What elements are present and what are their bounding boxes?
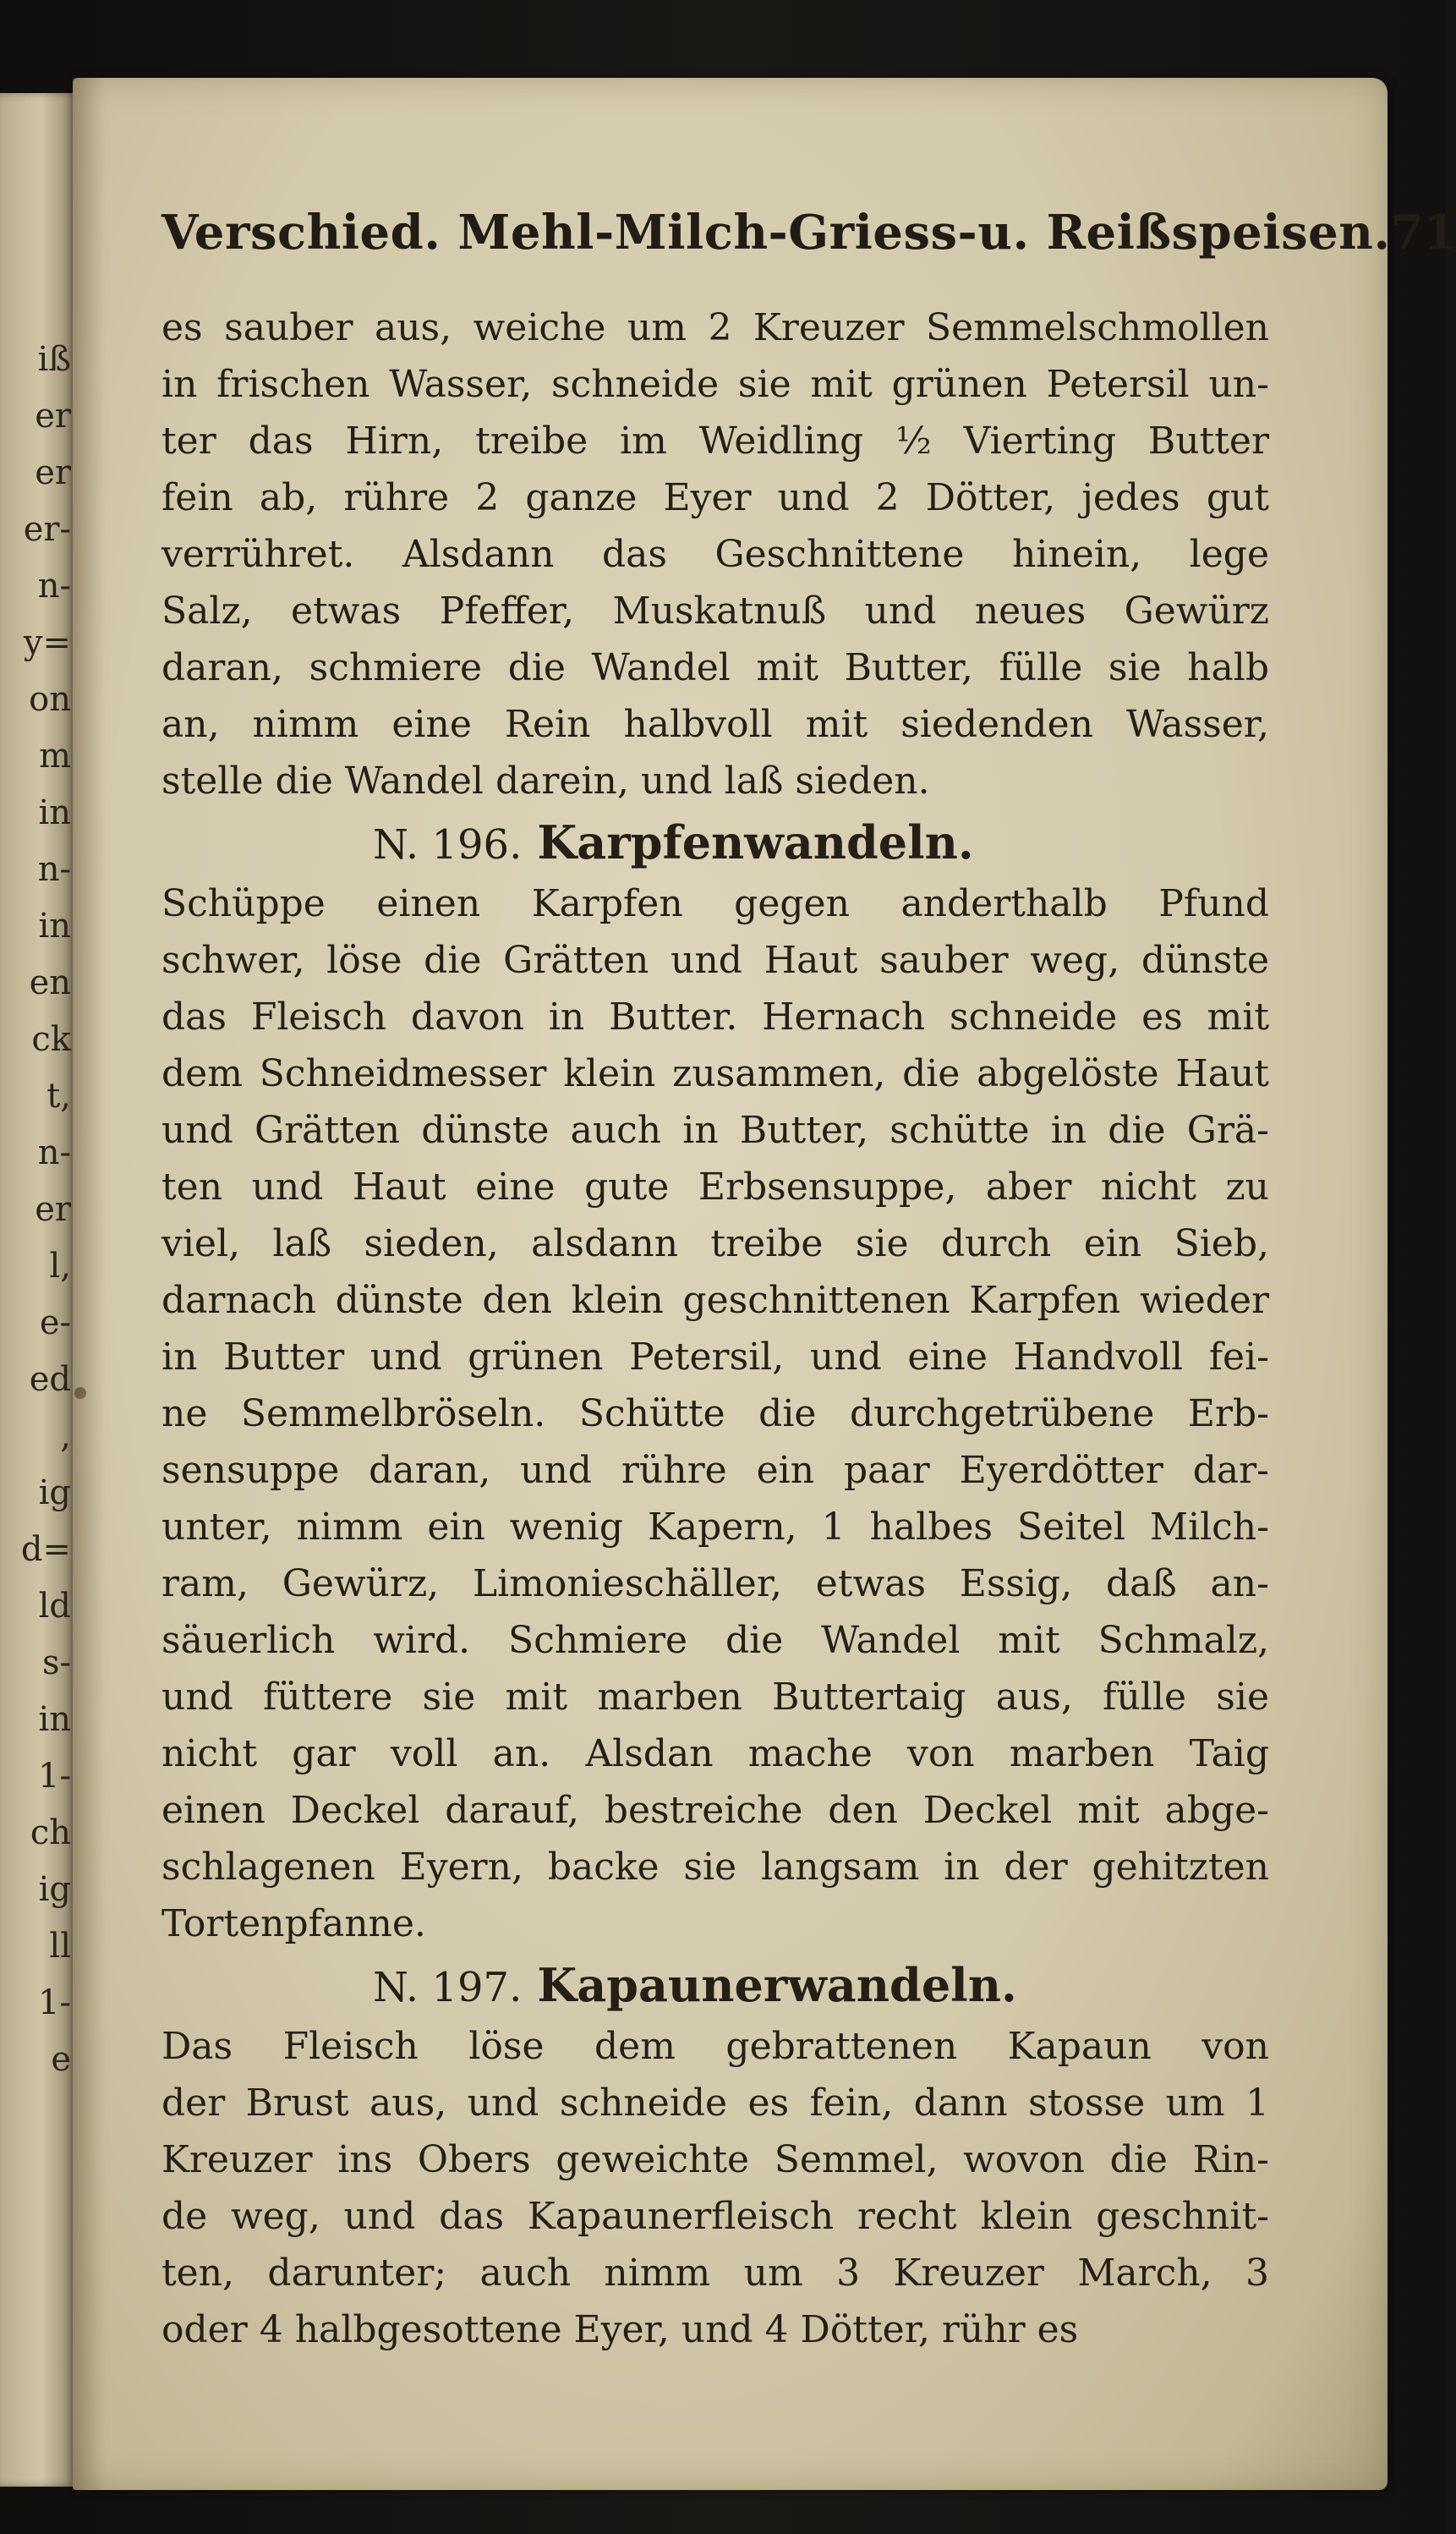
text-line: schwer, löse die Grätten und Haut sauber weg, dünste [161, 939, 1269, 982]
paragraph [161, 299, 1269, 809]
text-line: schlagenen Eyern, backe sie langsam in der gehitzten [161, 1846, 1269, 1889]
previous-page-fragment: in [38, 907, 71, 946]
text-line: Schüppe einen Karpfen gegen anderthalb Pfund [161, 882, 1269, 925]
previous-page-fragment: d= [20, 1530, 71, 1569]
previous-page-fragment: er- [23, 510, 71, 549]
previous-page-fragment: er [35, 453, 71, 492]
previous-page-fragment: in [38, 793, 71, 832]
paragraph [161, 2018, 1269, 2358]
text-line: verrühret. Alsdann das Geschnittene hinein, lege [161, 533, 1269, 576]
previous-page-fragment: s- [41, 1643, 71, 1682]
text-line: fein ab, rühre 2 ganze Eyer und 2 Dötter, jedes gut [161, 476, 1269, 519]
text-line: in Butter und grünen Petersil, und eine Handvoll fei- [161, 1336, 1269, 1379]
previous-page-fragment: n- [37, 850, 71, 889]
text-line: oder 4 halbgesottene Eyer, und 4 Dötter, rühr es [161, 2308, 1079, 2351]
previous-page-fragment: in [38, 1700, 71, 1739]
text-line: viel, laß sieden, alsdann treibe sie durch ein Sieb, [161, 1222, 1269, 1265]
previous-page-fragment: iß [37, 340, 71, 379]
text-line: darnach dünste den klein geschnittenen Karpfen wieder [161, 1279, 1269, 1322]
text-line: ten und Haut eine gute Erbsensuppe, aber nicht zu [161, 1166, 1269, 1209]
text-line: Salz, etwas Pfeffer, Muskatnuß und neues Gewürz [161, 590, 1269, 633]
previous-page-fragment: , [60, 1417, 71, 1456]
previous-page-fragment: 1- [38, 1983, 71, 2022]
text-line: daran, schmiere die Wandel mit Butter, fülle sie halb [161, 646, 1269, 689]
previous-page-fragment: t, [47, 1077, 71, 1116]
text-line: ram, Gewürz, Limonieschäller, etwas Essig, daß an- [161, 1562, 1269, 1605]
previous-page-fragment: ll [49, 1927, 71, 1966]
previous-page-fragment: ld [38, 1587, 71, 1626]
paragraph [161, 875, 1269, 1952]
text-line: und füttere sie mit marben Buttertaig aus, fülle sie [161, 1676, 1269, 1719]
previous-page-fragment: ed [29, 1360, 71, 1399]
text-line: und Grätten dünste auch in Butter, schütte in die Grä- [161, 1109, 1269, 1152]
previous-page-fragment: n- [37, 1133, 71, 1172]
previous-page-fragment: ch [30, 1813, 71, 1852]
text-line: ne Semmelbröseln. Schütte die durchgetrübene Erb- [161, 1392, 1269, 1435]
previous-page-fragment: e [51, 2040, 71, 2079]
previous-page-fragment: ig [38, 1473, 71, 1512]
page-number: 71 [1390, 205, 1456, 261]
text-line: dem Schneidmesser klein zusammen, die abgelöste Haut [161, 1052, 1269, 1095]
previous-page-fragment: er [35, 1190, 71, 1229]
running-header [161, 205, 1456, 261]
recipe-heading [161, 809, 1269, 875]
text-line: Tortenpfanne. [161, 1902, 426, 1945]
text-line: säuerlich wird. Schmiere die Wandel mit Schmalz, [161, 1619, 1269, 1662]
text-line: ten, darunter; auch nimm um 3 Kreuzer March, 3 [161, 2252, 1269, 2295]
text-line: de weg, und das Kapaunerfleisch recht klein geschnit- [161, 2195, 1269, 2238]
previous-page-fragment: er [35, 397, 71, 436]
recipe-number: N. 197. [373, 1964, 523, 2011]
previous-page-fragment: l, [49, 1247, 71, 1286]
text-line: einen Deckel darauf, bestreiche den Deckel mit abge- [161, 1789, 1269, 1832]
previous-page-fragment: m [39, 737, 71, 776]
text-line: der Brust aus, und schneide es fein, dann stosse um 1 [161, 2082, 1269, 2125]
previous-page-fragment: ck [31, 1020, 71, 1059]
text-line: in frischen Wasser, schneide sie mit grünen Petersil un- [161, 363, 1269, 406]
text-line: Das Fleisch löse dem gebrattenen Kapaun von [161, 2025, 1269, 2068]
text-line: das Fleisch davon in Butter. Hernach schneide es mit [161, 996, 1269, 1039]
recipe-heading [161, 1952, 1269, 2018]
previous-page-fragment: n- [37, 567, 71, 606]
book-page [73, 78, 1456, 2490]
recipe-number: N. 196. [373, 821, 523, 869]
previous-page-fragment: on [29, 680, 71, 719]
previous-page-fragment: en [29, 963, 71, 1002]
previous-page-fragment: y= [23, 623, 71, 662]
running-title: Verschied. Mehl-Milch-Griess-u. Reißspeisen. [161, 205, 1391, 261]
previous-page-fragment: ig [38, 1870, 71, 1909]
recipe-title: Karpfenwandeln. [537, 815, 974, 869]
body-text [161, 299, 1269, 2358]
previous-page-edge [0, 93, 76, 2487]
text-line: an, nimm eine Rein halbvoll mit siedenden Wasser, [161, 703, 1269, 746]
text-line: Kreuzer ins Obers geweichte Semmel, wovon die Rin- [161, 2138, 1269, 2181]
text-line: sensuppe daran, und rühre ein paar Eyerdötter dar- [161, 1449, 1269, 1492]
text-line: ter das Hirn, treibe im Weidling ½ Vierting Butter [161, 420, 1269, 463]
recipe-title: Kapaunerwandeln. [537, 1958, 1017, 2012]
previous-page-fragment: e- [39, 1303, 71, 1342]
previous-page-fragment: 1- [38, 1757, 71, 1796]
text-line: unter, nimm ein wenig Kapern, 1 halbes Seitel Milch- [161, 1506, 1269, 1549]
text-line: nicht gar voll an. Alsdan mache von marben Taig [161, 1732, 1269, 1775]
ink-stain [74, 1387, 86, 1399]
text-line: es sauber aus, weiche um 2 Kreuzer Semmelschmollen [161, 306, 1269, 349]
text-line: stelle die Wandel darein, und laß sieden. [161, 760, 930, 803]
